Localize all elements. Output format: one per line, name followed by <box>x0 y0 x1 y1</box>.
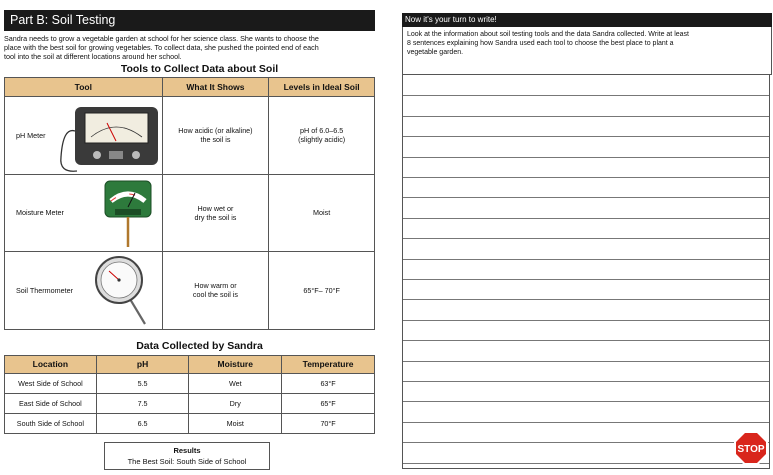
intro-line: place with the best soil for growing vegetables. To collect data, she pushed the pointed end of each <box>4 43 319 52</box>
writing-line <box>403 116 769 117</box>
shows-cell <box>162 97 269 175</box>
location-cell: East Side of School <box>5 393 97 413</box>
moisture-cell: Moist <box>189 413 282 433</box>
intro-line: Sandra needs to grow a vegetable garden at school for her science class. She wants to choose the <box>4 34 319 43</box>
writing-line <box>403 136 769 137</box>
writing-line <box>403 422 769 423</box>
writing-line <box>403 157 769 158</box>
temperature-cell: 65°F <box>282 393 375 413</box>
ideal-text: 65°F– 70°F <box>303 285 340 295</box>
moisture-cell: Wet <box>189 373 282 393</box>
tools-table <box>4 77 375 330</box>
tool-cell <box>5 174 163 252</box>
shows-text: the soil is <box>200 135 231 145</box>
writing-prompt <box>402 27 772 75</box>
data-header-ph: pH <box>96 355 189 373</box>
tools-header-ideal: Levels in Ideal Soil <box>269 78 375 97</box>
writing-line <box>403 259 769 260</box>
ideal-cell <box>269 252 375 330</box>
ideal-text: Moist <box>313 208 331 218</box>
shows-text: How warm or <box>194 281 237 291</box>
tools-header-tool: Tool <box>5 78 163 97</box>
prompt-line: 8 sentences explaining how Sandra used each tool to choose the best place to plant a <box>407 40 674 47</box>
table-row <box>5 393 375 413</box>
location-cell: South Side of School <box>5 413 97 433</box>
table-row <box>5 174 375 252</box>
shows-text: cool the soil is <box>192 290 239 300</box>
tools-table-title: Tools to Collect Data about Soil <box>120 63 279 75</box>
table-row <box>5 252 375 330</box>
ideal-text: (slightly acidic) <box>298 135 346 145</box>
shows-text: How wet or <box>197 203 234 213</box>
stop-label: STOP <box>737 444 765 455</box>
writing-section <box>402 13 772 75</box>
writing-line <box>403 197 769 198</box>
tool-name: Moisture Meter <box>16 208 64 218</box>
data-header-location: Location <box>5 355 97 373</box>
moisture-meter-icon <box>5 175 163 252</box>
results-box <box>104 442 270 470</box>
writing-line <box>403 320 769 321</box>
ph-cell: 7.5 <box>96 393 189 413</box>
writing-line <box>403 381 769 382</box>
location-cell: West Side of School <box>5 373 97 393</box>
writing-title: Now it's your turn to write! <box>402 13 772 27</box>
moisture-cell: Dry <box>189 393 282 413</box>
part-title: Part B: Soil Testing <box>4 10 375 31</box>
table-row <box>5 373 375 393</box>
data-table-title: Data Collected by Sandra <box>136 339 263 352</box>
ideal-cell <box>269 97 375 175</box>
writing-line <box>403 361 769 362</box>
soil-testing-section <box>4 10 375 434</box>
ph-cell: 5.5 <box>96 373 189 393</box>
shows-cell <box>162 252 269 330</box>
writing-line <box>403 442 769 443</box>
prompt-line: vegetable garden. <box>407 49 464 56</box>
results-text: The Best Soil: South Side of School <box>127 457 247 466</box>
temperature-cell: 70°F <box>282 413 375 433</box>
tool-name: Soil Thermometer <box>16 285 73 295</box>
writing-line <box>403 299 769 300</box>
tools-header-shows: What It Shows <box>162 78 269 97</box>
writing-line <box>403 218 769 219</box>
ideal-text: pH of 6.0–6.5 <box>300 126 344 136</box>
shows-cell <box>162 174 269 252</box>
soil-thermometer-icon <box>5 252 163 329</box>
tool-cell <box>5 252 163 330</box>
intro-paragraph <box>4 34 375 61</box>
results-title: Results <box>173 446 201 455</box>
writing-line <box>403 340 769 341</box>
ph-cell: 6.5 <box>96 413 189 433</box>
writing-lines-area[interactable] <box>402 74 770 469</box>
temperature-cell: 63°F <box>282 373 375 393</box>
writing-line <box>403 238 769 239</box>
stop-sign-icon <box>733 430 769 466</box>
ideal-cell <box>269 174 375 252</box>
shows-text: How acidic (or alkaline) <box>178 126 253 136</box>
data-table <box>4 355 375 434</box>
ph-meter-icon <box>5 97 163 174</box>
data-header-temperature: Temperature <box>282 355 375 373</box>
writing-line <box>403 177 769 178</box>
writing-line <box>403 463 769 464</box>
writing-line <box>403 401 769 402</box>
prompt-line: Look at the information about soil testing tools and the data Sandra collected. Write at least <box>407 31 689 38</box>
writing-line <box>403 95 769 96</box>
table-row <box>5 413 375 433</box>
intro-line: tool into the soil at different locations around her school. <box>4 52 182 61</box>
tool-name: pH Meter <box>16 130 46 140</box>
tool-cell <box>5 97 163 175</box>
table-row <box>5 97 375 175</box>
data-header-moisture: Moisture <box>189 355 282 373</box>
shows-text: dry the soil is <box>194 212 237 222</box>
writing-line <box>403 279 769 280</box>
